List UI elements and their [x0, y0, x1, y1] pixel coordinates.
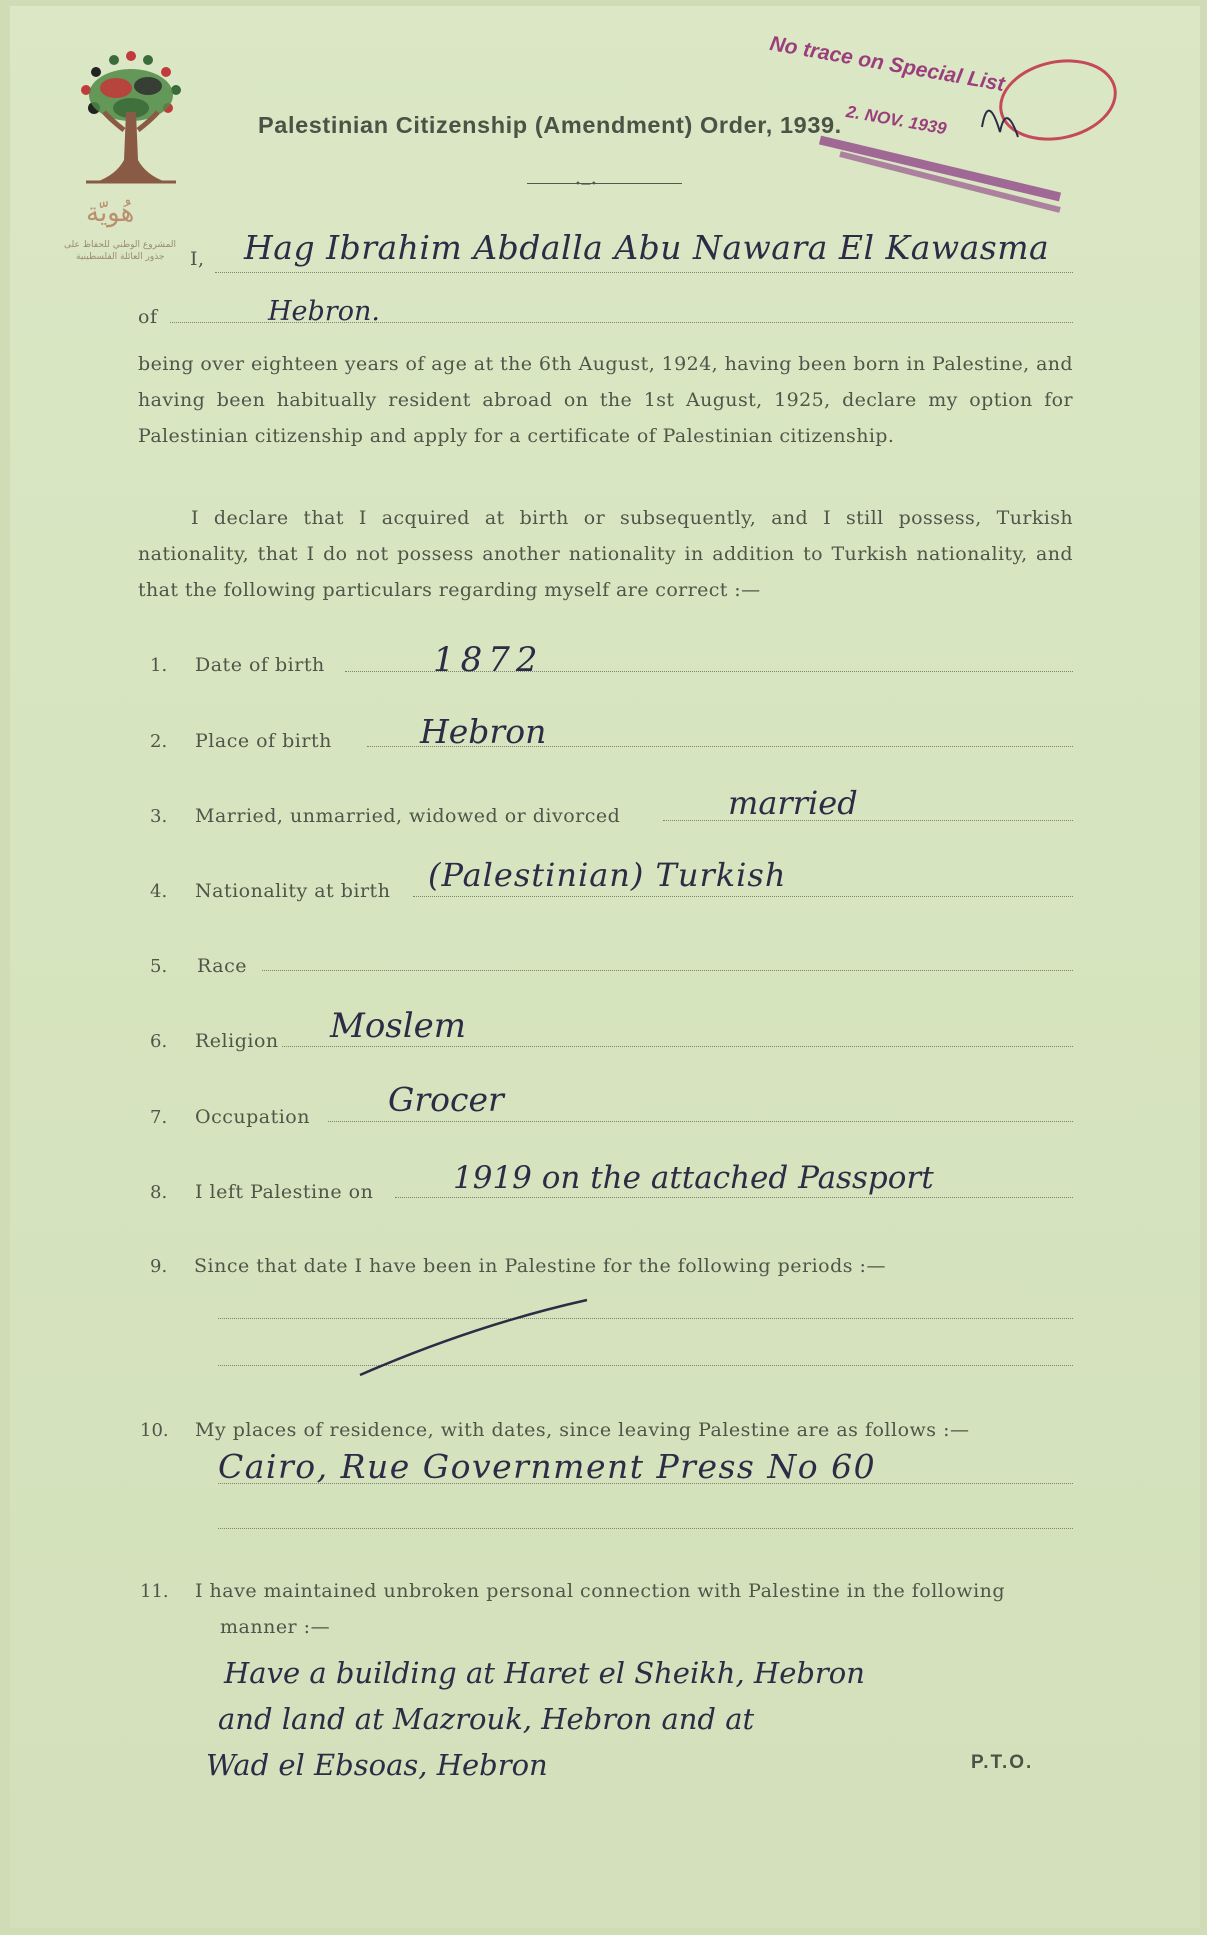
periods-line-1 [218, 1318, 1073, 1319]
item-number: 10. [140, 1420, 169, 1441]
declarant-name: Hag Ibrahim Abdalla Abu Nawara El Kawasma [244, 228, 1050, 267]
item-label-personal-connection-cont: manner :— [220, 1616, 331, 1638]
item-number: 5. [150, 956, 168, 977]
item-number: 4. [150, 881, 168, 902]
left-palestine-value: 1919 on the attached Passport [453, 1160, 934, 1196]
stamp-line-2: 2. NOV. 1939 [844, 102, 948, 139]
item-label-date-of-birth: Date of birth [195, 654, 325, 676]
item-number: 8. [150, 1182, 168, 1203]
item-number: 11. [140, 1581, 169, 1602]
periods-line-2 [218, 1365, 1073, 1366]
page-title: Palestinian Citizenship (Amendment) Order, 1939. [258, 112, 842, 138]
item-label-periods-in-palestine: Since that date I have been in Palestine for the following periods :— [194, 1255, 886, 1277]
race-line [262, 970, 1073, 971]
nationality-value: (Palestinian) Turkish [428, 856, 787, 894]
connection-line-3: Wad el Ebsoas, Hebron [206, 1748, 548, 1782]
left-palestine-line [395, 1197, 1073, 1198]
connection-line-2: and land at Mazrouk, Hebron and at [218, 1702, 755, 1736]
date-of-birth-value: 1872 [433, 640, 544, 680]
item-number: 3. [150, 806, 168, 827]
religion-value: Moslem [330, 1006, 466, 1046]
declaration-paragraph-2: I declare that I acquired at birth or subsequently, and I still possess, Turkish nationality, that I do not possess another nationality in addition to Turkish nationality, and that the following particulars regarding myself are correct :— [138, 507, 1073, 601]
item-number: 9. [150, 1256, 168, 1277]
logo-tagline-2: جذور العائلة الفلسطينية [76, 252, 165, 262]
form-paper [10, 6, 1200, 1928]
item-label-left-palestine: I left Palestine on [195, 1181, 374, 1203]
declarant-prefix: I, [190, 248, 205, 270]
stamp-line-1: No trace on Special List [768, 32, 1007, 96]
connection-line-1: Have a building at Haret el Sheikh, Hebron [224, 1656, 865, 1690]
marital-status-value: married [728, 784, 858, 822]
item-label-place-of-birth: Place of birth [195, 730, 332, 752]
logo-name: هُويّة [86, 198, 135, 228]
item-number: 6. [150, 1031, 168, 1052]
religion-line [282, 1046, 1073, 1047]
residence-line-2 [218, 1528, 1073, 1529]
marital-status-line [663, 820, 1073, 821]
item-label-nationality-at-birth: Nationality at birth [195, 880, 391, 902]
item-label-religion: Religion [195, 1030, 279, 1052]
places-of-residence-value: Cairo, Rue Government Press No 60 [218, 1447, 877, 1486]
item-label-occupation: Occupation [195, 1106, 310, 1128]
item-number: 2. [150, 731, 168, 752]
declarant-place: Hebron. [268, 296, 380, 327]
divider-ornament-icon: •—• [575, 179, 597, 190]
nationality-line [413, 896, 1073, 897]
declarant-name-line [215, 272, 1073, 273]
logo-tagline-1: المشروع الوطني للحفاظ على [64, 240, 177, 250]
stamp-marks-icon [760, 22, 1160, 222]
family-tree-icon [66, 50, 196, 200]
item-label-personal-connection: I have maintained unbroken personal connection with Palestine in the following [195, 1580, 1006, 1602]
item-label-race: Race [197, 955, 247, 977]
please-turn-over: P.T.O. [971, 1752, 1034, 1773]
title-divider [527, 183, 682, 184]
special-list-stamp [760, 22, 1160, 222]
occupation-value: Grocer [388, 1080, 504, 1119]
of-label: of [138, 306, 158, 328]
item-number: 7. [150, 1107, 168, 1128]
organization-logo [66, 50, 196, 260]
occupation-line [328, 1121, 1073, 1122]
item-label-places-of-residence: My places of residence, with dates, since leaving Palestine are as follows :— [195, 1419, 970, 1441]
declaration-paragraph-1: being over eighteen years of age at the 6th August, 1924, having been born in Palestine, and having been habitually resident abroad on the 1st August, 1925, declare my option for Palestinian citizenship and apply for a certificate of Palestinian citizenship. [138, 353, 1073, 447]
strike-through-mark-icon [355, 1295, 595, 1380]
item-number: 1. [150, 655, 168, 676]
item-label-marital-status: Married, unmarried, widowed or divorced [195, 805, 621, 827]
place-of-birth-value: Hebron [420, 712, 547, 751]
